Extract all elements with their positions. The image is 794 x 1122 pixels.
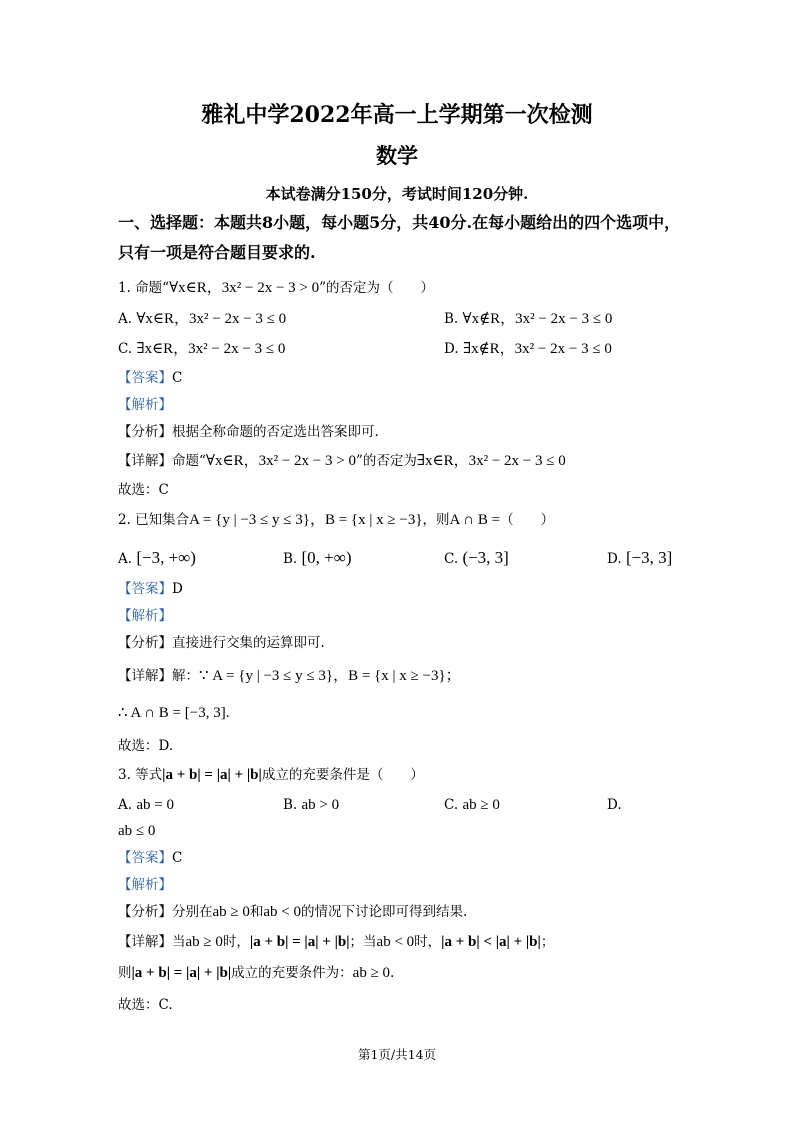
q3-option-d-text: ab ≤ 0 <box>118 823 156 839</box>
q3-detail-math4: |a + b| < |a| + |b| <box>441 934 541 950</box>
q3-fenxi <box>118 903 467 921</box>
q1-option-b <box>444 310 612 328</box>
q1-option-a-label: A. <box>118 311 133 327</box>
q3-stem <box>118 766 424 784</box>
q1-option-d-label: D. <box>444 341 459 357</box>
section-heading-line1: 一、选择题：本题共8小题，每小题5分，共40分.在每小题给出的四个选项中， <box>118 213 681 232</box>
q2-stem-math: A = {y | −3 ≤ y ≤ 3}，B = {x | x ≥ −3} <box>189 512 423 528</box>
q3-detail <box>118 933 554 951</box>
q1-option-b-label: B. <box>444 311 459 327</box>
q1-detail-tag: 【详解】 <box>118 453 172 469</box>
q1-answer <box>118 369 182 387</box>
q2-option-c <box>444 549 509 568</box>
q2-stem <box>118 511 554 529</box>
q2-stem-text-a: 2. 已知集合 <box>118 512 190 528</box>
q3-stem-text-b: 成立的充要条件是（ ） <box>261 767 424 783</box>
q3-then-text-c: . <box>390 965 395 981</box>
q3-option-a <box>118 796 174 814</box>
q3-fenxi-math2: ab < 0 <box>263 904 302 920</box>
q2-fenxi <box>118 634 325 652</box>
q3-then-text-a: 则 <box>118 965 132 981</box>
q1-detail-text-b: ”的否定为 <box>355 453 417 469</box>
q2-answer-value: D <box>172 581 183 597</box>
q1-choose: 故选：C <box>118 482 169 498</box>
q3-detail-text-b: 时， <box>222 934 250 950</box>
q2-option-a <box>118 549 196 568</box>
q2-option-d-text: [−3, 3] <box>625 548 673 567</box>
q2-fenxi-tag: 【分析】 <box>118 635 172 651</box>
q1-answer-tag: 【答案】 <box>118 370 172 386</box>
q2-option-a-text: [−3, +∞) <box>136 548 196 567</box>
q1-stem-text-a: 1. 命题“ <box>118 280 170 296</box>
q3-stem-math: |a + b| = |a| + |b| <box>162 767 262 783</box>
q1-option-b-text: ∀x∉R，3x² − 2x − 3 ≤ 0 <box>462 311 613 327</box>
q3-answer-tag: 【答案】 <box>118 850 172 866</box>
q2-option-b-label: B. <box>283 551 298 567</box>
q1-fenxi-text: 根据全称命题的否定选出答案即可. <box>172 424 379 440</box>
exam-info: 本试卷满分150分，考试时间120分钟. <box>265 185 529 203</box>
q3-then <box>118 964 394 982</box>
q1-detail-text-a: 命题“ <box>172 453 206 469</box>
subject-title: 数学 <box>376 143 418 168</box>
q3-fenxi-tag: 【分析】 <box>118 904 172 920</box>
q1-answer-value: C <box>172 370 183 386</box>
q2-detail-math: ∵ A = {y | −3 ≤ y ≤ 3}，B = {x | x ≥ −3}； <box>199 668 461 684</box>
q2-stem-math2: A ∩ B = <box>449 512 501 528</box>
q2-therefore: ∴ A ∩ B = [−3, 3]. <box>118 705 230 721</box>
q2-fenxi-text: 直接进行交集的运算即可. <box>172 635 325 651</box>
exam-title: 雅礼中学2022年高一上学期第一次检测 <box>201 102 593 128</box>
q3-answer-value: C <box>172 850 183 866</box>
q3-fenxi-math1: ab ≥ 0 <box>212 904 250 920</box>
q1-stem <box>118 279 434 297</box>
q3-detail-text-e: ； <box>540 934 555 950</box>
section-heading-line2: 只有一项是符合题目要求的. <box>118 243 316 262</box>
q1-option-c-label: C. <box>118 341 133 357</box>
q3-then-math2: ab ≥ 0 <box>352 965 391 981</box>
q1-option-c-text: ∃x∈R，3x² − 2x − 3 ≤ 0 <box>136 341 286 357</box>
q3-detail-text-d: 时， <box>414 934 442 950</box>
q3-option-b-label: B. <box>283 797 298 813</box>
q1-option-d <box>444 340 612 358</box>
q1-stem-math: ∀x∈R，3x² − 2x − 3 > 0 <box>169 280 320 296</box>
q2-analysis-tag: 【解析】 <box>118 608 172 624</box>
q3-detail-text-a: 当 <box>172 934 186 950</box>
q2-answer <box>118 580 183 598</box>
q1-detail <box>118 452 566 470</box>
q3-analysis-tag: 【解析】 <box>118 877 172 893</box>
q2-stem-text-b: ，则 <box>422 512 450 528</box>
q3-option-c-text: ab ≥ 0 <box>462 797 500 813</box>
q2-option-d-label: D. <box>607 551 622 567</box>
q1-detail-math1: ∀x∈R，3x² − 2x − 3 > 0 <box>205 453 356 469</box>
q2-option-a-label: A. <box>118 551 133 567</box>
q2-option-c-label: C. <box>444 551 459 567</box>
q3-fenxi-text-a: 分别在 <box>172 904 213 920</box>
q3-detail-text-c: ；当 <box>349 934 377 950</box>
q3-option-a-text: ab = 0 <box>136 797 174 813</box>
q3-choose: 故选：C. <box>118 997 173 1013</box>
q3-option-a-label: A. <box>118 797 133 813</box>
page-number: 第1页/共14页 <box>357 1047 437 1062</box>
q3-option-b <box>283 796 339 814</box>
q2-stem-text-c: （ ） <box>500 512 555 528</box>
q3-detail-tag: 【详解】 <box>118 934 172 950</box>
q2-detail-tag: 【详解】 <box>118 668 172 684</box>
q3-stem-text-a: 3. 等式 <box>118 767 163 783</box>
q1-stem-text-b: ”的否定为（ ） <box>319 280 435 296</box>
q3-option-b-text: ab > 0 <box>301 797 340 813</box>
q3-then-text-b: 成立的充要条件为： <box>231 965 353 981</box>
q2-detail-text-a: 解： <box>172 668 199 684</box>
q1-fenxi <box>118 423 379 441</box>
q2-option-c-text: (−3, 3] <box>462 548 509 567</box>
q3-detail-math2: |a + b| = |a| + |b| <box>249 934 350 950</box>
q2-option-d <box>607 549 672 568</box>
q1-detail-math2: ∃x∈R，3x² − 2x − 3 ≤ 0 <box>416 453 566 469</box>
q2-option-b-text: [0, +∞) <box>301 548 352 567</box>
q2-detail <box>118 667 461 685</box>
q1-option-a <box>118 310 286 328</box>
q2-answer-tag: 【答案】 <box>118 581 172 597</box>
q3-fenxi-text-b: 和 <box>249 904 264 920</box>
q1-fenxi-tag: 【分析】 <box>118 424 172 440</box>
q3-detail-math3: ab < 0 <box>376 934 415 950</box>
q3-option-d-label: D. <box>607 797 622 813</box>
q2-choose: 故选：D. <box>118 738 174 754</box>
q1-option-a-text: ∀x∈R，3x² − 2x − 3 ≤ 0 <box>136 311 287 327</box>
q3-option-c-label: C. <box>444 797 459 813</box>
q1-option-c <box>118 340 285 358</box>
q3-answer <box>118 849 182 867</box>
q1-analysis-tag: 【解析】 <box>118 397 172 413</box>
q1-option-d-text: ∃x∉R，3x² − 2x − 3 ≤ 0 <box>462 341 612 357</box>
q3-then-math1: |a + b| = |a| + |b| <box>131 965 232 981</box>
q3-fenxi-text-c: 的情况下讨论即可得到结果. <box>301 904 468 920</box>
q2-option-b <box>283 549 352 568</box>
q3-option-c <box>444 796 500 814</box>
q3-detail-math1: ab ≥ 0 <box>185 934 223 950</box>
